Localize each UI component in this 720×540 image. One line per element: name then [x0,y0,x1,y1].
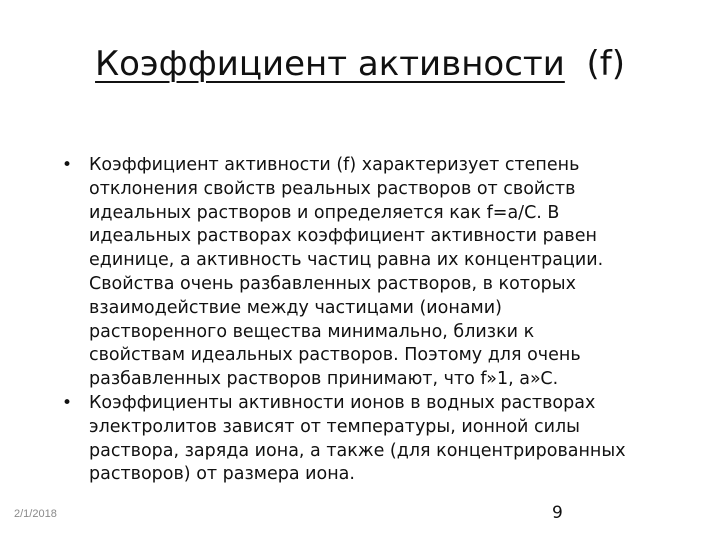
bullet-line: свойствам идеальных растворов. Поэтому для очень [89,345,581,366]
bullet-line: отклонения свойств реальных растворов от свойств [89,178,576,199]
bullet-line: идеальных растворов и определяется как f=a/C. В [89,202,560,223]
bullet-item [62,392,682,487]
footer-date: 2/1/2018 [14,508,57,520]
bullet-dot-icon: • [62,155,73,175]
bullet-line: раствора, заряда иона, а также (для концентрированных [89,440,626,461]
slide-title-symbol: (f) [586,44,625,84]
bullet-line: разбавленных растворов принимают, что f»1, a»C. [89,369,559,390]
bullet-item [62,154,682,392]
slide-title-text: Коэффициент активности [95,44,565,84]
bullet-line: растворенного вещества минимально, близки к [89,321,535,342]
bullet-line: электролитов зависят от температуры, ионной силы [89,416,580,437]
bullet-line: единице, а активность частиц равна их концентрации. [89,250,604,271]
bullet-line: Коэффициент активности (f) характеризует степень [89,155,580,175]
slide-title [90,42,630,86]
bullet-line: Коэффициенты активности ионов в водных растворах [89,392,596,413]
bullet-line: Свойства очень разбавленных растворов, в которых [89,273,576,294]
bullet-line: взаимодействие между частицами (ионами) [89,297,502,318]
bullet-dot-icon: • [62,392,73,413]
bullet-line: идеальных растворах коэффициент активности равен [89,226,597,247]
footer-page-number: 9 [552,503,563,523]
slide-body [62,154,682,487]
bullet-line: растворов) от размера иона. [89,464,355,485]
